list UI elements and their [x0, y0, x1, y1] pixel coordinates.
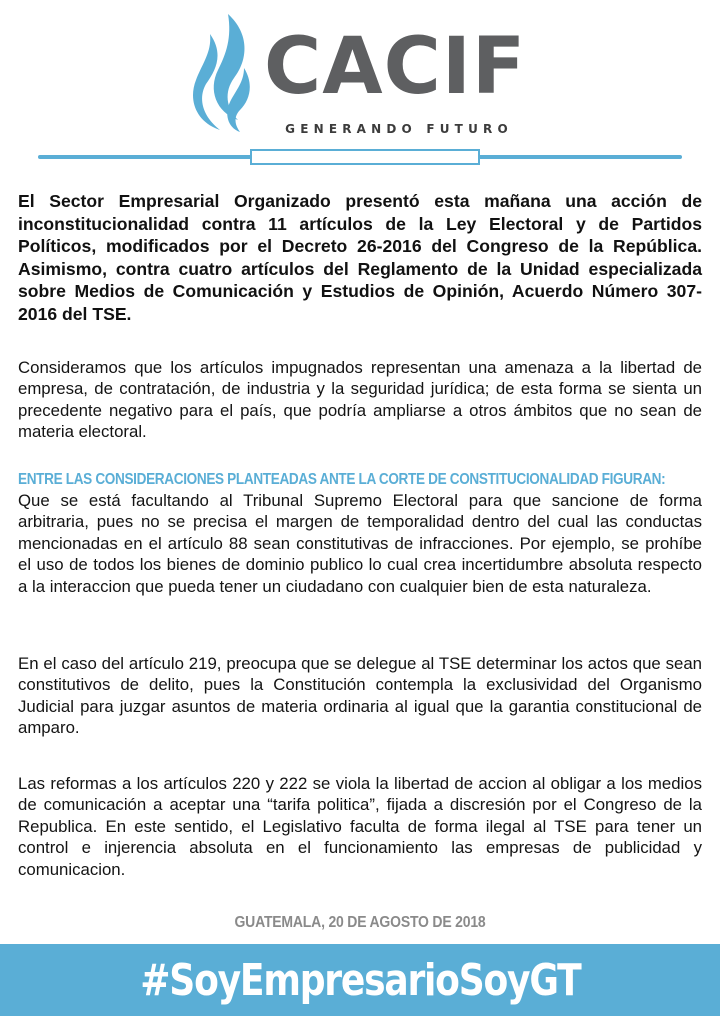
- divider-box: [250, 149, 480, 165]
- header-divider: [38, 154, 682, 160]
- cacif-logo: [190, 8, 540, 138]
- paragraph-2: Que se está facultando al Tribunal Supremo Electoral para que sancione de forma arbitraria, pues no se precisa el margen de temporalidad dentro del cual las conductas mencionadas en el artículo 88 sean constitutivas de infracciones. Por ejemplo, se prohíbe el uso de todos los bienes de dominio publico lo cual crea incertidumbre absoluta respecto a la interaccion que pueda tener un ciudadano con cualquier bien de esta naturaleza.: [18, 491, 702, 596]
- hashtag-banner: [0, 944, 720, 1016]
- logo-tagline: GENERANDO FUTURO: [285, 122, 513, 136]
- paragraph-1: Consideramos que los artículos impugnados representan una amenaza a la libertad de empresa, de contratación, de industria y la seguridad jurídica; de esta forma se sienta un precedente negativo para el país, que podría ampliarse a otros ámbitos que no sean de materia electoral.: [18, 358, 702, 442]
- dateline: GUATEMALA, 20 DE AGOSTO DE 2018: [234, 912, 486, 931]
- hashtag-text: #SoyEmpresarioSoyGT: [139, 954, 581, 1006]
- paragraph-3: En el caso del artículo 219, preocupa que se delegue al TSE determinar los actos que sean constitutivos de delito, pues la Constitución contempla la exclusividad del Organismo Judicial para juzgar asuntos de materia ordinaria al igual que la garantia constitucional de amparo.: [18, 654, 702, 738]
- flame-logo-icon: [190, 8, 262, 134]
- section-heading: ENTRE LAS CONSIDERACIONES PLANTEADAS ANTE LA CORTE DE CONSTITUCIONALIDAD FIGURAN:: [18, 470, 666, 488]
- lead-paragraph: El Sector Empresarial Organizado presentó esta mañana una acción de inconstitucionalidad contra 11 artículos de la Ley Electoral y de Partidos Políticos, modificados por el Decreto 26-2016 del Congreso de la República. Asimismo, contra cuatro artículos del Reglamento de la Unidad especializada sobre Medios de Comunicación y Estudios de Opinión, Acuerdo Número 307-2016 del TSE.: [18, 191, 702, 324]
- paragraph-4: Las reformas a los artículos 220 y 222 se viola la libertad de accion al obligar a los medios de comunicación a aceptar una “tarifa politica”, fijada a discresión por el Congreso de la Republica. En este sentido, el Legislativo faculta de forma ilegal al TSE para tener un control e injerencia absoluta en el funcionamiento las empresas de publicidad y comunicacion.: [18, 774, 702, 879]
- logo-wordmark: CACIF: [264, 22, 527, 112]
